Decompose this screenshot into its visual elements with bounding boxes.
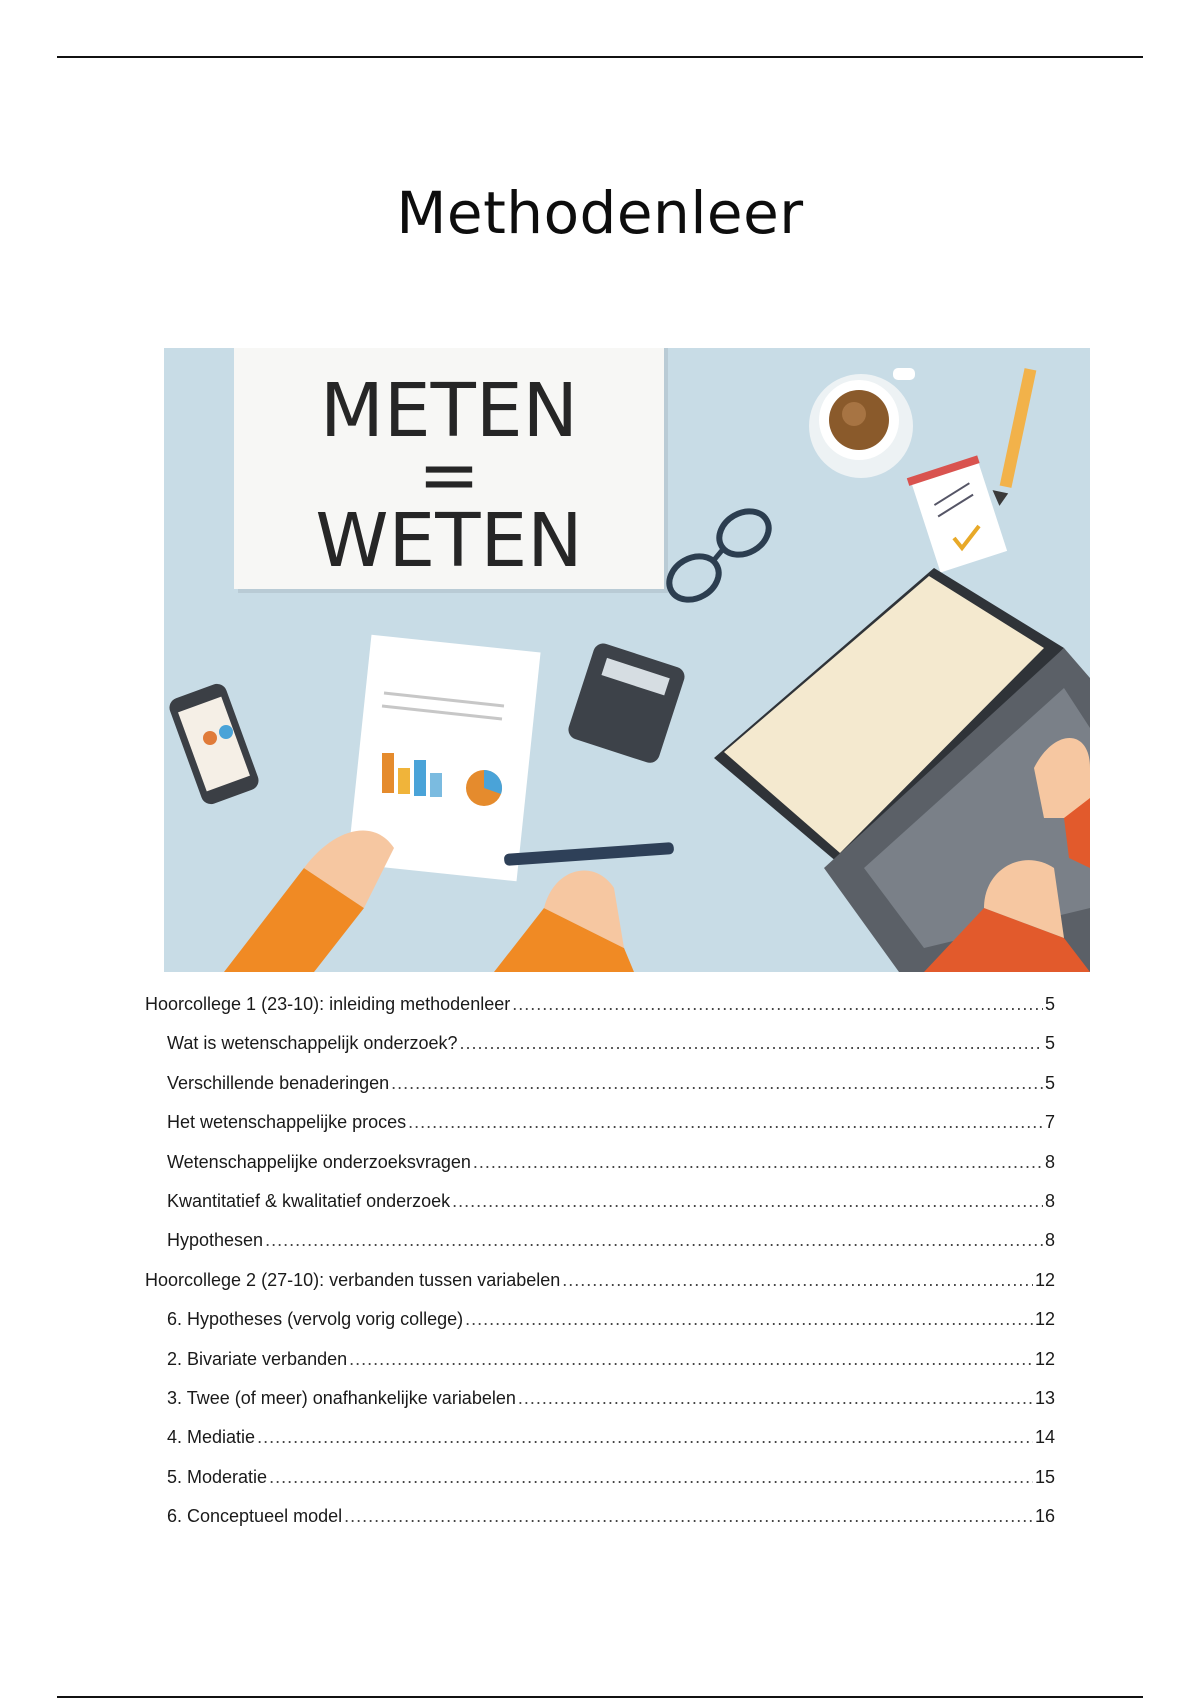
dot-leader [391,1064,1043,1103]
toc-page-number: 12 [1034,1269,1055,1290]
dot-leader [512,985,1043,1024]
toc-entry-title: Het wetenschappelijke proces [167,1112,407,1133]
dot-leader [349,1340,1033,1379]
sign-line-3: WETEN [315,498,583,584]
toc-page-number: 5 [1044,994,1055,1014]
toc-entry-title: Hoorcollege 1 (23-10): inleiding methodenleer [145,994,511,1014]
toc-page-number: 8 [1044,1230,1055,1251]
meten-weten-sign [234,348,668,593]
toc-page-number: 12 [1034,1348,1055,1369]
toc-page-number: 14 [1034,1427,1055,1448]
toc-entry[interactable] [145,1261,1055,1300]
dot-leader [518,1379,1033,1418]
dot-leader [269,1458,1033,1497]
toc-page-number: 5 [1044,1072,1055,1093]
toc-entry-title: Hypothesen [167,1230,264,1251]
toc-entry-title: Wetenschappelijke onderzoeksvragen [167,1151,471,1172]
toc-entry-title: 5. Moderatie [167,1466,268,1487]
toc-page-number: 8 [1044,1151,1055,1172]
toc-page-number: 13 [1034,1387,1055,1408]
document-title: Methodenleer [396,178,804,247]
toc-entry[interactable] [145,1221,1055,1260]
toc-page-number: 12 [1034,1309,1055,1330]
toc-page-number: 8 [1044,1190,1055,1211]
toc-entry[interactable] [145,1497,1055,1536]
toc-entry-title: Hoorcollege 2 (27-10): verbanden tussen variabelen [145,1269,561,1290]
footer-rule [57,1696,1143,1698]
toc-page-number: 5 [1044,1033,1055,1054]
toc-entry[interactable] [145,1024,1055,1063]
cover-illustration [164,348,1090,972]
dot-leader [465,1300,1033,1339]
toc-entry-title: 2. Bivariate verbanden [167,1348,348,1369]
header-rule [57,56,1143,58]
toc-entry-title: Wat is wetenschappelijk onderzoek? [167,1033,458,1054]
toc-page-number: 16 [1034,1506,1055,1527]
toc-entry-title: Verschillende benaderingen [167,1072,390,1093]
dot-leader [344,1497,1033,1536]
toc-entry-title: 6. Conceptueel model [167,1506,343,1527]
toc-entry[interactable] [145,1182,1055,1221]
dot-leader [408,1103,1043,1142]
sign-line-1: METEN [320,368,578,454]
toc-page-number: 7 [1044,1112,1055,1133]
toc-entry[interactable] [145,1103,1055,1142]
toc-entry[interactable] [145,1143,1055,1182]
table-of-contents [145,985,1055,1536]
dot-leader [460,1024,1043,1063]
dot-leader [257,1418,1033,1457]
toc-entry[interactable] [145,1458,1055,1497]
toc-entry-title: Kwantitatief & kwalitatief onderzoek [167,1190,451,1211]
toc-entry[interactable] [145,1340,1055,1379]
toc-entry-title: 4. Mediatie [167,1427,256,1448]
dot-leader [265,1221,1043,1260]
toc-page-number: 15 [1034,1466,1055,1487]
toc-entry-title: 6. Hypotheses (vervolg vorig college) [167,1309,464,1330]
toc-entry[interactable] [145,1064,1055,1103]
dot-leader [473,1143,1043,1182]
toc-entry-title: 3. Twee (of meer) onafhankelijke variabelen [167,1387,516,1408]
dot-leader [562,1261,1033,1300]
toc-entry[interactable] [145,985,1055,1024]
sign-line-2: = [417,432,481,518]
toc-entry[interactable] [145,1300,1055,1339]
toc-entry[interactable] [145,1418,1055,1457]
dot-leader [452,1182,1043,1221]
toc-entry[interactable] [145,1379,1055,1418]
